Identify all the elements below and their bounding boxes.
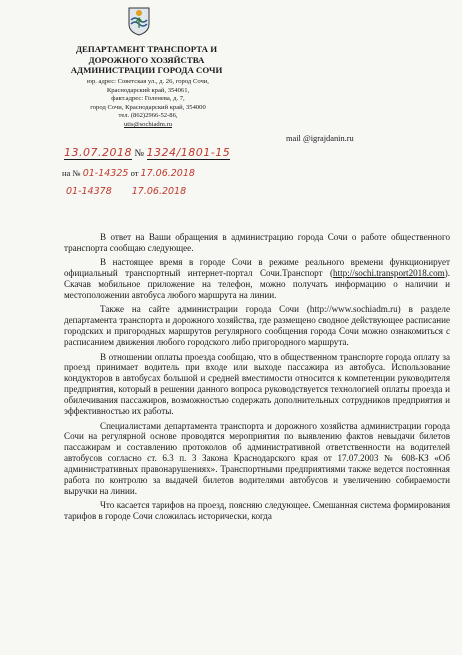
address-line: Краснодарский край, 354061, [106, 86, 190, 94]
dept-line: ДЕПАРТАМЕНТ ТРАНСПОРТА И [75, 44, 218, 54]
address-line: факт.адрес: Голенева, д. 7, [111, 95, 185, 103]
registration-line [64, 146, 230, 160]
department-name [54, 44, 239, 76]
address-line: юр. адрес: Советская ул., д. 26, город Сочи, [87, 78, 209, 85]
address-line: город Сочи, Краснодарский край, 354000 [90, 103, 206, 111]
coat-of-arms-icon [127, 6, 151, 36]
portal-link[interactable]: http://sochi.transport2018.com [333, 268, 445, 279]
paragraph: В ответ на Ваши обращения в администрацию города Сочи о работе общественного транспорта сообщаю следующее. [64, 232, 450, 253]
dept-line: АДМИНИСТРАЦИИ ГОРОДА СОЧИ [70, 65, 223, 75]
recipient-mail: mail @igrajdanin.ru [286, 134, 354, 143]
letter-body [64, 232, 450, 526]
ref-date: 17.06.2018 [140, 168, 195, 179]
department-address [58, 78, 238, 130]
ref2-number: 01-14378 [66, 186, 112, 197]
reference-line [62, 168, 195, 179]
email-link[interactable]: utis@sochiadm.ru [123, 120, 172, 128]
ref-from: от [130, 168, 139, 178]
ref-number: 01-14325 [82, 168, 129, 179]
number-label: № [134, 148, 145, 159]
reg-date: 13.07.2018 [64, 146, 132, 159]
dept-line: ДОРОЖНОГО ХОЗЯЙСТВА [88, 54, 205, 65]
reference-line-2 [66, 181, 186, 199]
paragraph: Также на сайте администрации города Сочи (http://www.sochiadm.ru) в разделе департамента транспорта и дорожного хозяйства, где размещено сводное действующее расписание городских и пригородных маршрутов регулярного сообщения города Сочи можно ознакомиться с расписанием движения любого городского либо пригородного маршрута. [64, 304, 450, 348]
paragraph: В отношении оплаты проезда сообщаю, что в общественном транспорте города оплату за проезд принимает водитель при входе или выходе пассажира из автобуса. Использование кондукторов в автобусах большой и средней вместимости относится к компетенции руководителя предприятия, который в решении данного вопроса руководствуется технологией оплаты проезда и обилечивания пассажиров, возможностью содержать дополнительных сотрудников предприятия и эффективностью их работы. [64, 351, 450, 417]
paragraph: В настоящее время в городе Сочи в режиме реального времени функционирует официальный транспортный интернет-портал Сочи.Транспорт (http://sochi.transport2018.com). Скачав мобильное приложение на телефон, можно получать информацию о наличии и местоположении автобуса любого маршрута на линии. [64, 257, 450, 301]
ref-prefix: на № [62, 168, 81, 178]
paragraph: Что касается тарифов на проезд, поясняю следующее. Смешанная система формирования тарифов в городе Сочи сложилась исторически, когда [64, 500, 450, 522]
ref2-date: 17.06.2018 [131, 186, 187, 197]
paragraph: Специалистами департамента транспорта и дорожного хозяйства администрации города Сочи на регулярной основе проводятся мероприятия по выявлению фактов невыдачи билетов пассажирам и составлению протоколов об административной ответственности на водителей автобусов согласно ст. 6.3 п. 3 Закона Краснодарского края от 17.07.2003 № 608-КЗ «Об административных правонарушениях». Транспортными предприятиями также ведется постоянная работа по контролю за выдачей билетов водителями автобусов и увеличению собираемости выручки на линии. [64, 420, 450, 496]
reg-number: 1324/1801-15 [146, 146, 231, 159]
address-line: тел. (862)2966-52-86, [118, 112, 178, 120]
